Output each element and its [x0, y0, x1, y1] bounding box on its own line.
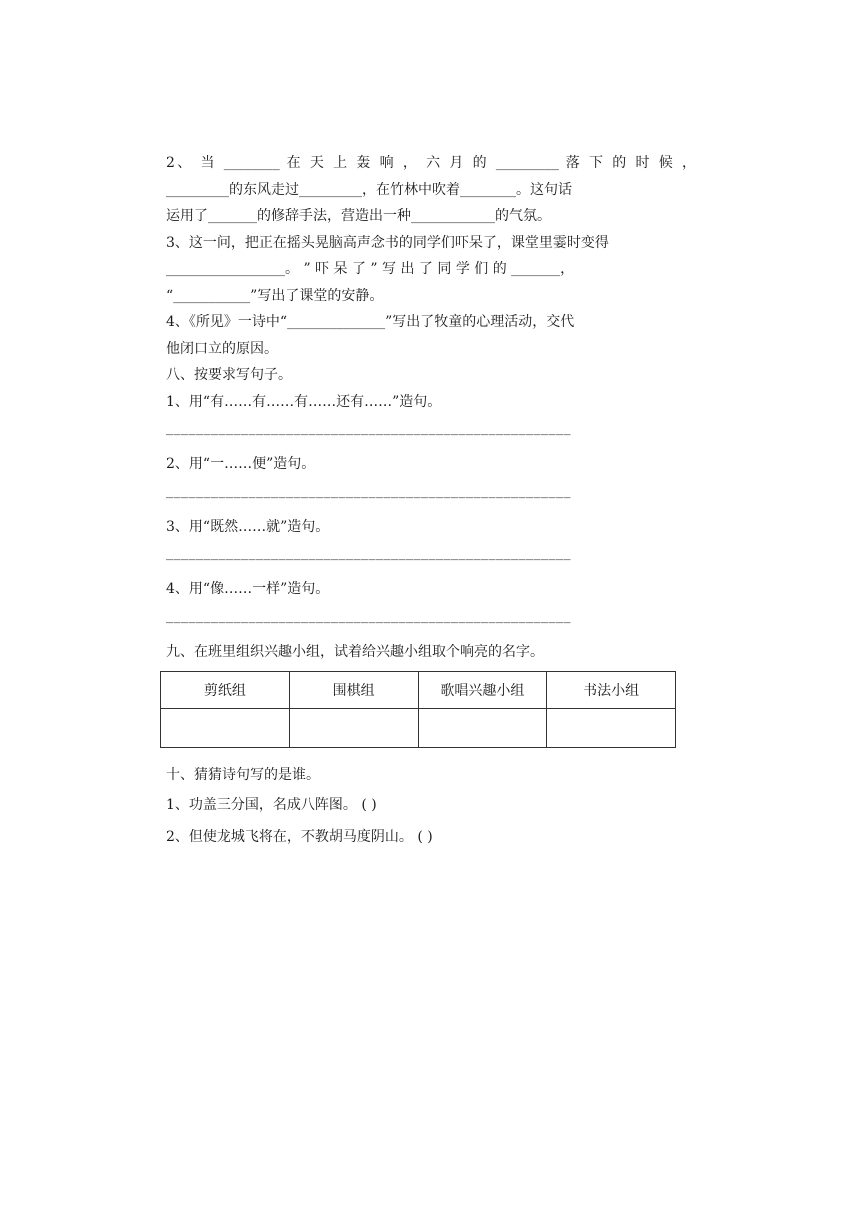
sentence-prompt-1: 1、用“有……有……有……还有……”造句。: [166, 393, 442, 410]
sentence-prompt-3: 3、用“既然……就”造句。: [166, 518, 330, 535]
answer-line-4[interactable]: ______________________________________________________: [166, 607, 571, 624]
q2-line-1: 2、 当 ________ 在 天 上 轰 响 ， 六 月 的 _________ 落 下 的 时 候 ，: [166, 155, 696, 171]
group-header-calligraphy: 书法小组: [547, 672, 676, 709]
answer-line-1[interactable]: ______________________________________________________: [166, 420, 571, 436]
q3-line-3: “___________”写出了课堂的安静。: [166, 287, 384, 304]
answer-line-3[interactable]: ______________________________________________________: [166, 545, 571, 561]
q3-line-1: 3、这一问，把正在摇头晃脑高声念书的同学们吓呆了，课堂里霎时变得: [166, 234, 609, 251]
section-9-title: 九、在班里组织兴趣小组，试着给兴趣小组取个响亮的名字。: [166, 643, 544, 660]
answer-line-2[interactable]: ______________________________________________________: [166, 482, 571, 499]
sentence-prompt-2: 2、用“一……便”造句。: [166, 456, 316, 472]
group-name-cell-4[interactable]: [547, 709, 676, 748]
q4-line-1: 4、《所见》一诗中“______________”写出了牧童的心理活动，交代: [166, 314, 575, 330]
section-10-title: 十、猜猜诗句写的是谁。: [166, 767, 320, 783]
q4-line-2: 他闭口立的原因。: [166, 340, 278, 357]
poem-guess-1: 1、功盖三分国，名成八阵图。 ( ): [166, 796, 377, 813]
q3-line-2: _________________。 ” 吓 呆 了 ” 写 出 了 同 学 们 的 _______，: [166, 261, 575, 277]
sentence-prompt-4: 4、用“像……一样”造句。: [166, 581, 330, 597]
worksheet-page: [166, 150, 696, 853]
group-header-paper-cutting: 剪纸组: [161, 672, 290, 709]
section-8-title: 八、按要求写句子。: [166, 367, 292, 383]
group-header-go: 围棋组: [289, 672, 418, 709]
poem-guess-2: 2、但使龙城飞将在，不教胡马度阴山。 ( ): [166, 828, 433, 845]
group-name-cell-2[interactable]: [289, 709, 418, 748]
group-name-cell-1[interactable]: [161, 709, 290, 748]
q2-line-3: 运用了_______的修辞手法，营造出一种____________的气氛。: [166, 208, 551, 224]
q2-line-2: _________的东风走过_________，在竹林中吹着________。这句话: [166, 181, 572, 198]
group-header-singing: 歌唱兴趣小组: [418, 672, 547, 709]
interest-group-table: [160, 671, 676, 748]
group-name-cell-3[interactable]: [418, 709, 547, 748]
